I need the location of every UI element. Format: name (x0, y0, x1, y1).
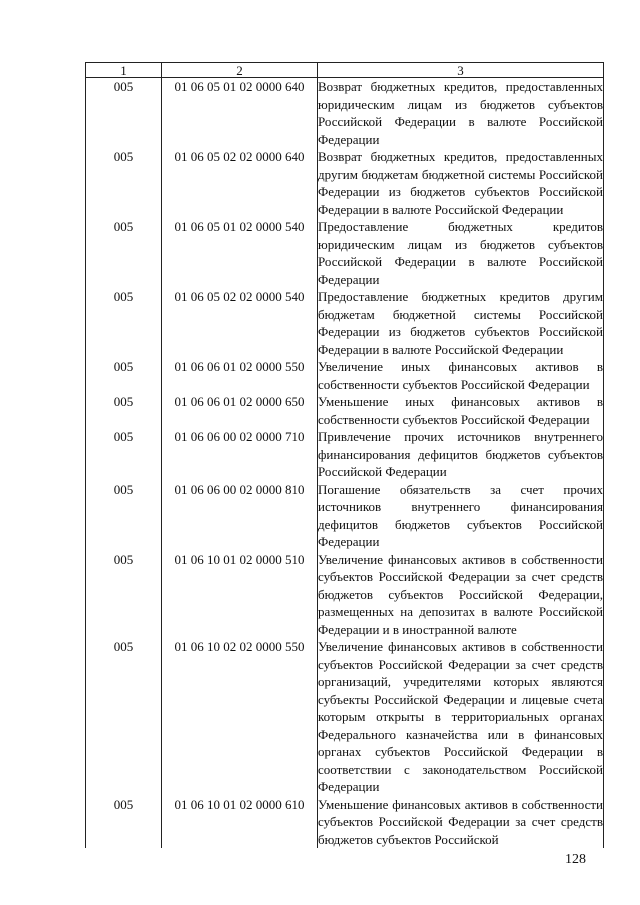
table-header-row (86, 63, 604, 78)
table-row (86, 358, 604, 393)
page-number: 128 (565, 852, 586, 867)
table-row (86, 551, 604, 639)
admin-code-cell: 005 (86, 428, 162, 481)
table-row (86, 218, 604, 288)
table-row (86, 148, 604, 218)
description-cell: Предоставление бюджетных кредитов юридическим лицам из бюджетов субъектов Российской Федерации в валюте Российской Федерации (318, 219, 603, 287)
description-cell: Увеличение финансовых активов в собственности субъектов Российской Федерации за счет средств бюджетов субъектов Российской Федерации, размещенных на депозитах в валюте Российской Федерации и в иностранной валюте (318, 551, 603, 637)
table-row (86, 393, 604, 428)
admin-code-cell: 005 (86, 78, 162, 149)
classification-code-cell: 01 06 05 02 02 0000 540 (162, 288, 318, 358)
description-cell: Уменьшение иных финансовых активов в собственности субъектов Российской Федерации (318, 394, 603, 427)
table-row (86, 796, 604, 849)
table-row (86, 288, 604, 358)
classification-code-cell: 01 06 06 01 02 0000 650 (162, 393, 318, 428)
table-row (86, 638, 604, 796)
description-cell: Погашение обязательств за счет прочих источников внутреннего финансирования дефицитов бюджетов субъектов Российской Федерации (318, 481, 603, 549)
classification-code-cell: 01 06 05 01 02 0000 640 (162, 78, 318, 149)
description-cell: Предоставление бюджетных кредитов другим бюджетам бюджетной системы Российской Федерации из бюджетов субъектов Российской Федерации в валюте Российской Федерации (318, 289, 603, 357)
description-cell: Привлечение прочих источников внутреннего финансирования дефицитов бюджетов субъектов Российской Федерации (318, 429, 603, 479)
admin-code-cell: 005 (86, 481, 162, 551)
description-cell: Увеличение финансовых активов в собственности субъектов Российской Федерации за счет средств организаций, учредителями которых являются субъекты Российской Федерации и лицевые счета которым открыты в территориальных органах Федерального казначейства или в финансовых органах субъектов Российской Федерации в соответствии с законодательством Российской Федерации (318, 639, 603, 794)
description-cell: Уменьшение финансовых активов в собственности субъектов Российской Федерации за счет средств бюджетов субъектов Российской (318, 796, 603, 847)
budget-codes-table (85, 62, 604, 848)
table-row (86, 481, 604, 551)
description-cell: Увеличение иных финансовых активов в собственности субъектов Российской Федерации (318, 359, 603, 392)
admin-code-cell: 005 (86, 638, 162, 796)
classification-code-cell: 01 06 10 02 02 0000 550 (162, 638, 318, 796)
column-header-1: 1 (86, 63, 162, 78)
admin-code-cell: 005 (86, 288, 162, 358)
description-cell: Возврат бюджетных кредитов, предоставленных другим бюджетам бюджетной системы Российской Федерации из бюджетов субъектов Российской Федерации в валюте Российской Федерации (318, 149, 603, 217)
admin-code-cell: 005 (86, 551, 162, 639)
classification-code-cell: 01 06 06 00 02 0000 810 (162, 481, 318, 551)
classification-code-cell: 01 06 10 01 02 0000 610 (162, 796, 318, 849)
column-header-3: 3 (318, 63, 604, 78)
classification-code-cell: 01 06 06 01 02 0000 550 (162, 358, 318, 393)
admin-code-cell: 005 (86, 218, 162, 288)
table-row (86, 428, 604, 481)
classification-code-cell: 01 06 06 00 02 0000 710 (162, 428, 318, 481)
description-cell: Возврат бюджетных кредитов, предоставленных юридическим лицам из бюджетов субъектов Российской Федерации в валюте Российской Федерации (318, 79, 603, 147)
classification-code-cell: 01 06 10 01 02 0000 510 (162, 551, 318, 639)
admin-code-cell: 005 (86, 148, 162, 218)
admin-code-cell: 005 (86, 796, 162, 849)
classification-code-cell: 01 06 05 02 02 0000 640 (162, 148, 318, 218)
classification-code-cell: 01 06 05 01 02 0000 540 (162, 218, 318, 288)
table-row (86, 78, 604, 149)
column-header-2: 2 (162, 63, 318, 78)
admin-code-cell: 005 (86, 393, 162, 428)
admin-code-cell: 005 (86, 358, 162, 393)
